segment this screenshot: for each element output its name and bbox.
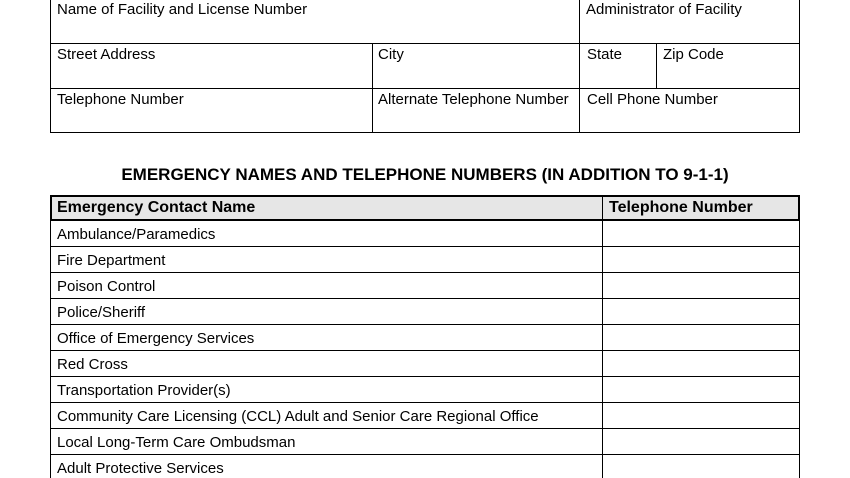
- emergency-section-heading: EMERGENCY NAMES AND TELEPHONE NUMBERS (IN ADDITION TO 9-1-1): [121, 165, 729, 184]
- telephone-number-column-header: Telephone Number: [609, 199, 753, 216]
- administrator-label: Administrator of Facility: [586, 1, 742, 18]
- contact-name-fire-department: Fire Department: [57, 252, 166, 269]
- facility-table-bottom-border: [50, 132, 800, 133]
- contact-name-ccl-regional-office: Community Care Licensing (CCL) Adult and Senior Care Regional Office: [57, 408, 539, 425]
- street-address-label: Street Address: [57, 46, 156, 63]
- facility-table-right-border: [799, 0, 800, 133]
- contact-name-ambulance: Ambulance/Paramedics: [57, 226, 216, 243]
- contact-name-transportation: Transportation Provider(s): [57, 382, 231, 399]
- phone-field-ambulance[interactable]: [603, 221, 799, 246]
- cell-phone-label: Cell Phone Number: [587, 91, 718, 108]
- contact-name-ombudsman: Local Long-Term Care Ombudsman: [57, 434, 296, 451]
- city-label: City: [378, 46, 404, 63]
- zip-code-label: Zip Code: [663, 46, 724, 63]
- alternate-telephone-label: Alternate Telephone Number: [378, 91, 569, 108]
- telephone-label: Telephone Number: [57, 91, 184, 108]
- phone-field-poison-control[interactable]: [603, 273, 799, 298]
- phone-field-police-sheriff[interactable]: [603, 299, 799, 324]
- phone-field-ombudsman[interactable]: [603, 429, 799, 454]
- facility-name-license-label: Name of Facility and License Number: [57, 1, 308, 18]
- phone-field-ccl-regional-office[interactable]: [603, 403, 799, 428]
- state-label: State: [587, 46, 623, 63]
- phone-field-oes[interactable]: [603, 325, 799, 350]
- phone-field-fire-department[interactable]: [603, 247, 799, 272]
- contact-name-oes: Office of Emergency Services: [57, 330, 255, 347]
- emergency-contact-name-column-header: Emergency Contact Name: [57, 199, 256, 216]
- phone-field-red-cross[interactable]: [603, 351, 799, 376]
- contact-name-poison-control: Poison Control: [57, 278, 156, 295]
- phone-field-adult-protective-services[interactable]: [603, 455, 799, 478]
- contact-name-red-cross: Red Cross: [57, 356, 128, 373]
- contact-name-police-sheriff: Police/Sheriff: [57, 304, 146, 321]
- phone-field-transportation[interactable]: [603, 377, 799, 402]
- contact-name-adult-protective-services: Adult Protective Services: [57, 460, 224, 477]
